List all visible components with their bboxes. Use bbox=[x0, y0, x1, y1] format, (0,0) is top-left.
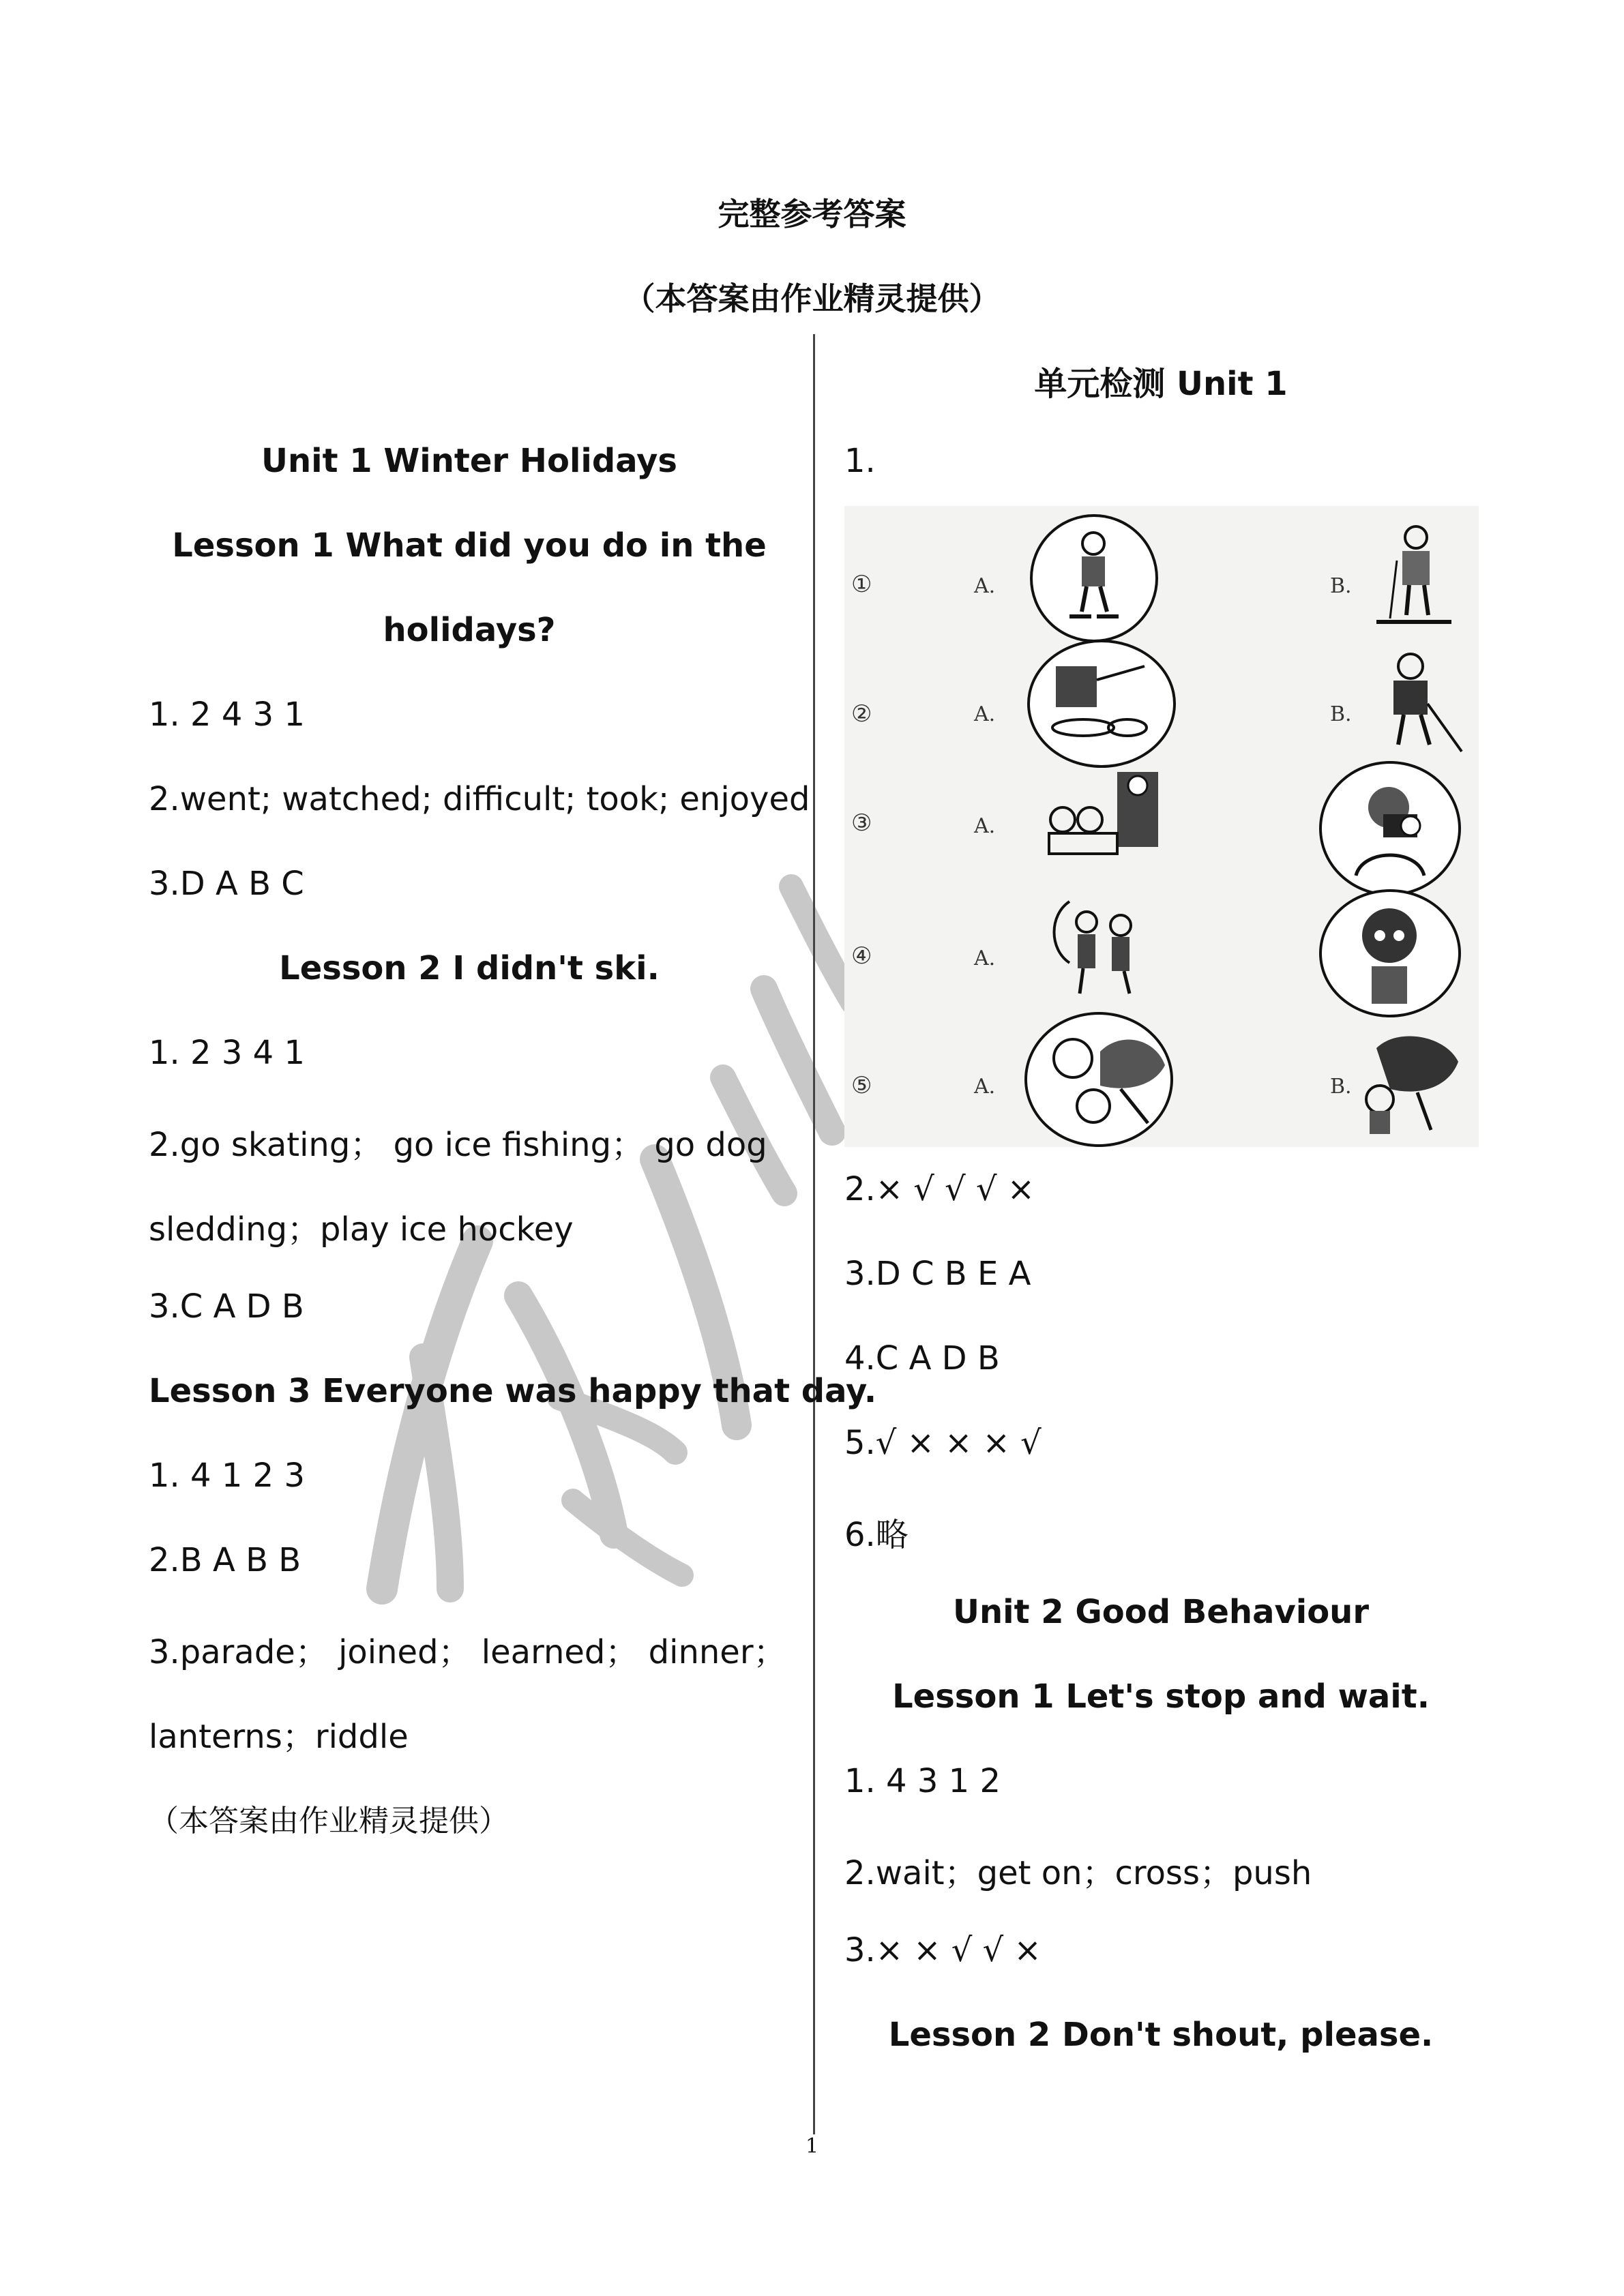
ice-hockey-player-icon bbox=[1363, 649, 1465, 758]
lesson3-answer-1: 1. 4 1 2 3 bbox=[149, 1457, 305, 1495]
row3-option-a: A. bbox=[974, 814, 996, 838]
photographer-icon bbox=[1342, 773, 1438, 882]
lesson1-answer-2: 2.went; watched; difficult; took; enjoyed bbox=[149, 780, 810, 818]
unit2-lesson1-answer-3: 3.× × √ √ × bbox=[844, 1931, 1042, 1969]
unit2-lesson1-title: Lesson 1 Let's stop and wait. bbox=[892, 1678, 1430, 1716]
lion-dance-icon bbox=[1039, 1024, 1175, 1133]
row1-option-a: A. bbox=[974, 574, 996, 598]
lesson2-title: Lesson 2 I didn't ski. bbox=[279, 949, 660, 987]
unit2-title: Unit 2 Good Behaviour bbox=[952, 1593, 1370, 1631]
roller-skating-child-icon bbox=[1049, 526, 1138, 629]
test-question-5: 5.√ × × × √ bbox=[844, 1424, 1042, 1462]
row-label-1: ① bbox=[851, 571, 872, 598]
page-subtitle: （本答案由作业精灵提供） bbox=[623, 280, 1001, 317]
unit1-title: Unit 1 Winter Holidays bbox=[261, 442, 677, 480]
lesson2-answer-1: 1. 2 3 4 1 bbox=[149, 1034, 305, 1072]
unit2-lesson1-answer-2: 2.wait；get on；cross；push bbox=[844, 1854, 1312, 1892]
page-title: 完整参考答案 bbox=[718, 196, 906, 233]
lesson1-title-line2: holidays? bbox=[383, 611, 556, 649]
row-label-4: ④ bbox=[851, 942, 872, 970]
row-label-3: ③ bbox=[851, 809, 872, 837]
lesson3-title: Lesson 3 Everyone was happy that day. bbox=[149, 1372, 877, 1410]
row5-option-a: A. bbox=[974, 1075, 996, 1099]
row1-option-b: B. bbox=[1330, 574, 1352, 598]
test-question-2: 2.× √ √ √ × bbox=[844, 1170, 1035, 1208]
lesson1-answer-1: 1. 2 4 3 1 bbox=[149, 696, 305, 734]
lesson3-answer-3-line2: lanterns；riddle bbox=[149, 1718, 409, 1756]
lesson3-answer-3-line1: 3.parade； joined； learned； dinner； bbox=[149, 1633, 786, 1671]
row4-option-a: A. bbox=[974, 946, 996, 970]
ice-fishing-icon bbox=[1042, 653, 1158, 748]
row5-option-b: B. bbox=[1330, 1075, 1352, 1099]
row2-option-b: B. bbox=[1330, 702, 1352, 726]
test-question-4: 4.C A D B bbox=[844, 1339, 1000, 1377]
lesson2-answer-3: 3.C A D B bbox=[149, 1287, 304, 1326]
lesson2-answer-2-line1: 2.go skating； go ice fishing； go dog bbox=[149, 1126, 767, 1164]
page-number: 1 bbox=[805, 2134, 819, 2158]
row2-option-a: A. bbox=[974, 702, 996, 726]
lantern-riddles-icon bbox=[1042, 765, 1172, 867]
row-label-5: ⑤ bbox=[851, 1072, 872, 1099]
test-question-3: 3.D C B E A bbox=[844, 1255, 1031, 1293]
lesson3-answer-2: 2.B A B B bbox=[149, 1541, 301, 1579]
row-label-2: ② bbox=[851, 700, 872, 728]
footer-note: （本答案由作业精灵提供） bbox=[149, 1804, 509, 1838]
unit2-lesson2-title: Lesson 2 Don't shout, please. bbox=[888, 2016, 1434, 2054]
picture-matching-figure bbox=[844, 506, 1479, 1147]
test-question-1: 1. bbox=[844, 442, 876, 480]
unit1-test-title: 单元检测 Unit 1 bbox=[1034, 365, 1288, 403]
test-question-6: 6.略 bbox=[844, 1516, 909, 1554]
opera-mask-icon bbox=[1346, 898, 1434, 1007]
lion-dance-performer-icon bbox=[1349, 1028, 1465, 1137]
column-divider bbox=[813, 334, 815, 2134]
lesson1-title-line1: Lesson 1 What did you do in the bbox=[172, 526, 767, 565]
unit2-lesson1-answer-1: 1. 4 3 1 2 bbox=[844, 1762, 1001, 1800]
skiing-child-icon bbox=[1370, 520, 1458, 636]
lesson1-answer-3: 3.D A B C bbox=[149, 865, 304, 903]
lesson2-answer-2-line2: sledding；play ice hockey bbox=[149, 1210, 574, 1249]
dancing-children-icon bbox=[1042, 888, 1165, 1004]
